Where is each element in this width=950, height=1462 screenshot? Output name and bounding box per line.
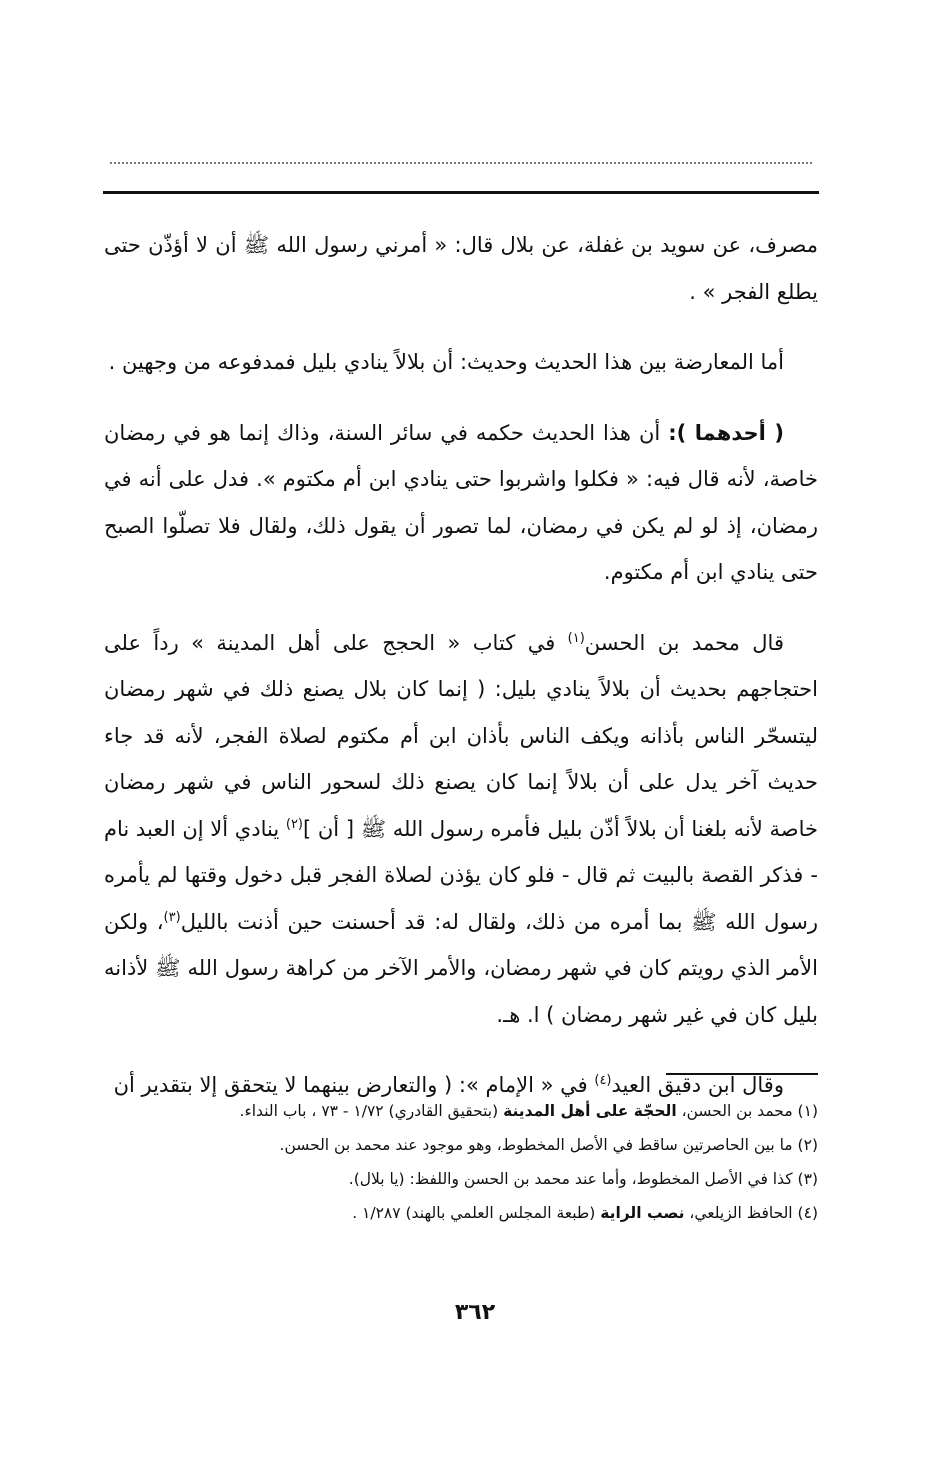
paragraph-1 bbox=[104, 222, 818, 315]
page-number: ٣٦٢ bbox=[454, 1300, 496, 1325]
footnote-2 bbox=[150, 1128, 818, 1162]
paragraph-3 bbox=[104, 410, 818, 596]
footnote-1-number: (١) bbox=[797, 1102, 818, 1120]
footnote-3 bbox=[150, 1162, 818, 1196]
paragraph-4-text-d: ، ولكن الأمر الذي رويتم كان في شهر رمضان، والأمر الآخر من كراهة رسول الله ﷺ لأذانه بليل كان في غير شهر رمضان ) ا. هـ. bbox=[104, 909, 818, 1027]
footnote-4-text: الحافظ الزيلعي، bbox=[684, 1204, 798, 1222]
paragraph-5-text-b: في « الإمام »: ( والتعارض بينهما لا يتحقق إلا بتقدير أن bbox=[113, 1073, 595, 1097]
header-rule bbox=[103, 191, 819, 194]
paragraph-4-text-b: في كتاب « الحجج على أهل المدينة » رداً على احتجاجهم بحديث أن بلالاً ينادي بليل: ( إنما كان بلال يصنع ذلك في شهر رمضان ليتسحّر الناس بأذانه ويكف الناس بأذان ابن أم مكتوم لصلاة الفجر، لأنه قد جاء حديث آخر يدل على أن بلالاً إنما كان يصنع ذلك لسحور الناس في شهر رمضان خاصة لأنه بلغنا أن بلالاً أذّن بليل فأمره رسول الله ﷺ [ أن ] bbox=[104, 630, 818, 841]
footnote-4-title: نصب الراية bbox=[600, 1204, 685, 1222]
header-dotted-line bbox=[110, 162, 812, 164]
footnote-separator bbox=[666, 1073, 818, 1075]
footnote-3-text: كذا في الأصل المخطوط، وأما عند محمد بن الحسن واللفظ: (يا بلال). bbox=[348, 1170, 798, 1188]
paragraph-5-text-a: وقال ابن دقيق العيد bbox=[611, 1073, 784, 1097]
footnote-1-detail: (بتحقيق القادري) ١/٧٢ - ٧٣ ، باب النداء. bbox=[239, 1102, 504, 1120]
footnote-4-detail: (طبعة المجلس العلمي بالهند) ١/٢٨٧ . bbox=[352, 1204, 601, 1222]
footnote-ref-3: (٣) bbox=[163, 909, 181, 925]
footnote-ref-1: (١) bbox=[567, 630, 585, 646]
footnotes bbox=[150, 1094, 818, 1230]
footnote-1-title: الحجّة على أهل المدينة bbox=[503, 1102, 677, 1120]
paragraph-4-text-c: ينادي ألا إن العبد نام - فذكر القصة بالبيت ثم قال - فلو كان يؤذن لصلاة الفجر قبل دخول وقتها لم يأمره رسول الله ﷺ بما أمره من ذلك، ولقال له: قد أحسنت حين أذنت بالليل bbox=[104, 816, 818, 934]
paragraph-3-text: أن هذا الحديث حكمه في سائر السنة، وذاك إنما هو في رمضان خاصة، لأنه قال فيه: « فكلوا واشربوا حتى ينادي ابن أم مكتوم ». فدل على أنه في رمضان، إذ لو لم يكن في رمضان، لما تصور أن يقول ذلك، ولقال فلا تصلّوا الصبح حتى ينادي ابن أم مكتوم. bbox=[104, 420, 818, 584]
paragraph-4 bbox=[104, 620, 818, 1039]
footnote-2-text: ما بين الحاصرتين ساقط في الأصل المخطوط، وهو موجود عند محمد بن الحسن. bbox=[279, 1136, 798, 1154]
paragraph-2 bbox=[104, 339, 818, 386]
main-text bbox=[104, 222, 818, 1109]
paragraph-1-text: مصرف، عن سويد بن غفلة، عن بلال قال: « أمرني رسول الله ﷺ أن لا أؤذّن حتى يطلع الفجر » . bbox=[104, 233, 818, 304]
paragraph-2-text: أما المعارضة بين هذا الحديث وحديث: أن بلالاً ينادي بليل فمدفوعه من وجهين . bbox=[108, 350, 784, 374]
footnote-4 bbox=[150, 1196, 818, 1230]
footnote-2-number: (٢) bbox=[797, 1136, 818, 1154]
footnote-ref-2: (٢) bbox=[285, 816, 303, 832]
footnote-1-text: محمد بن الحسن، bbox=[676, 1102, 798, 1120]
footnote-ref-4: (٤) bbox=[594, 1073, 612, 1088]
footnote-4-number: (٤) bbox=[797, 1204, 818, 1222]
paragraph-4-text-a: قال محمد بن الحسن bbox=[584, 630, 784, 655]
footnote-1 bbox=[150, 1094, 818, 1128]
footnote-3-number: (٣) bbox=[797, 1170, 818, 1188]
paragraph-3-lead: ( أحدهما ): bbox=[668, 420, 784, 445]
